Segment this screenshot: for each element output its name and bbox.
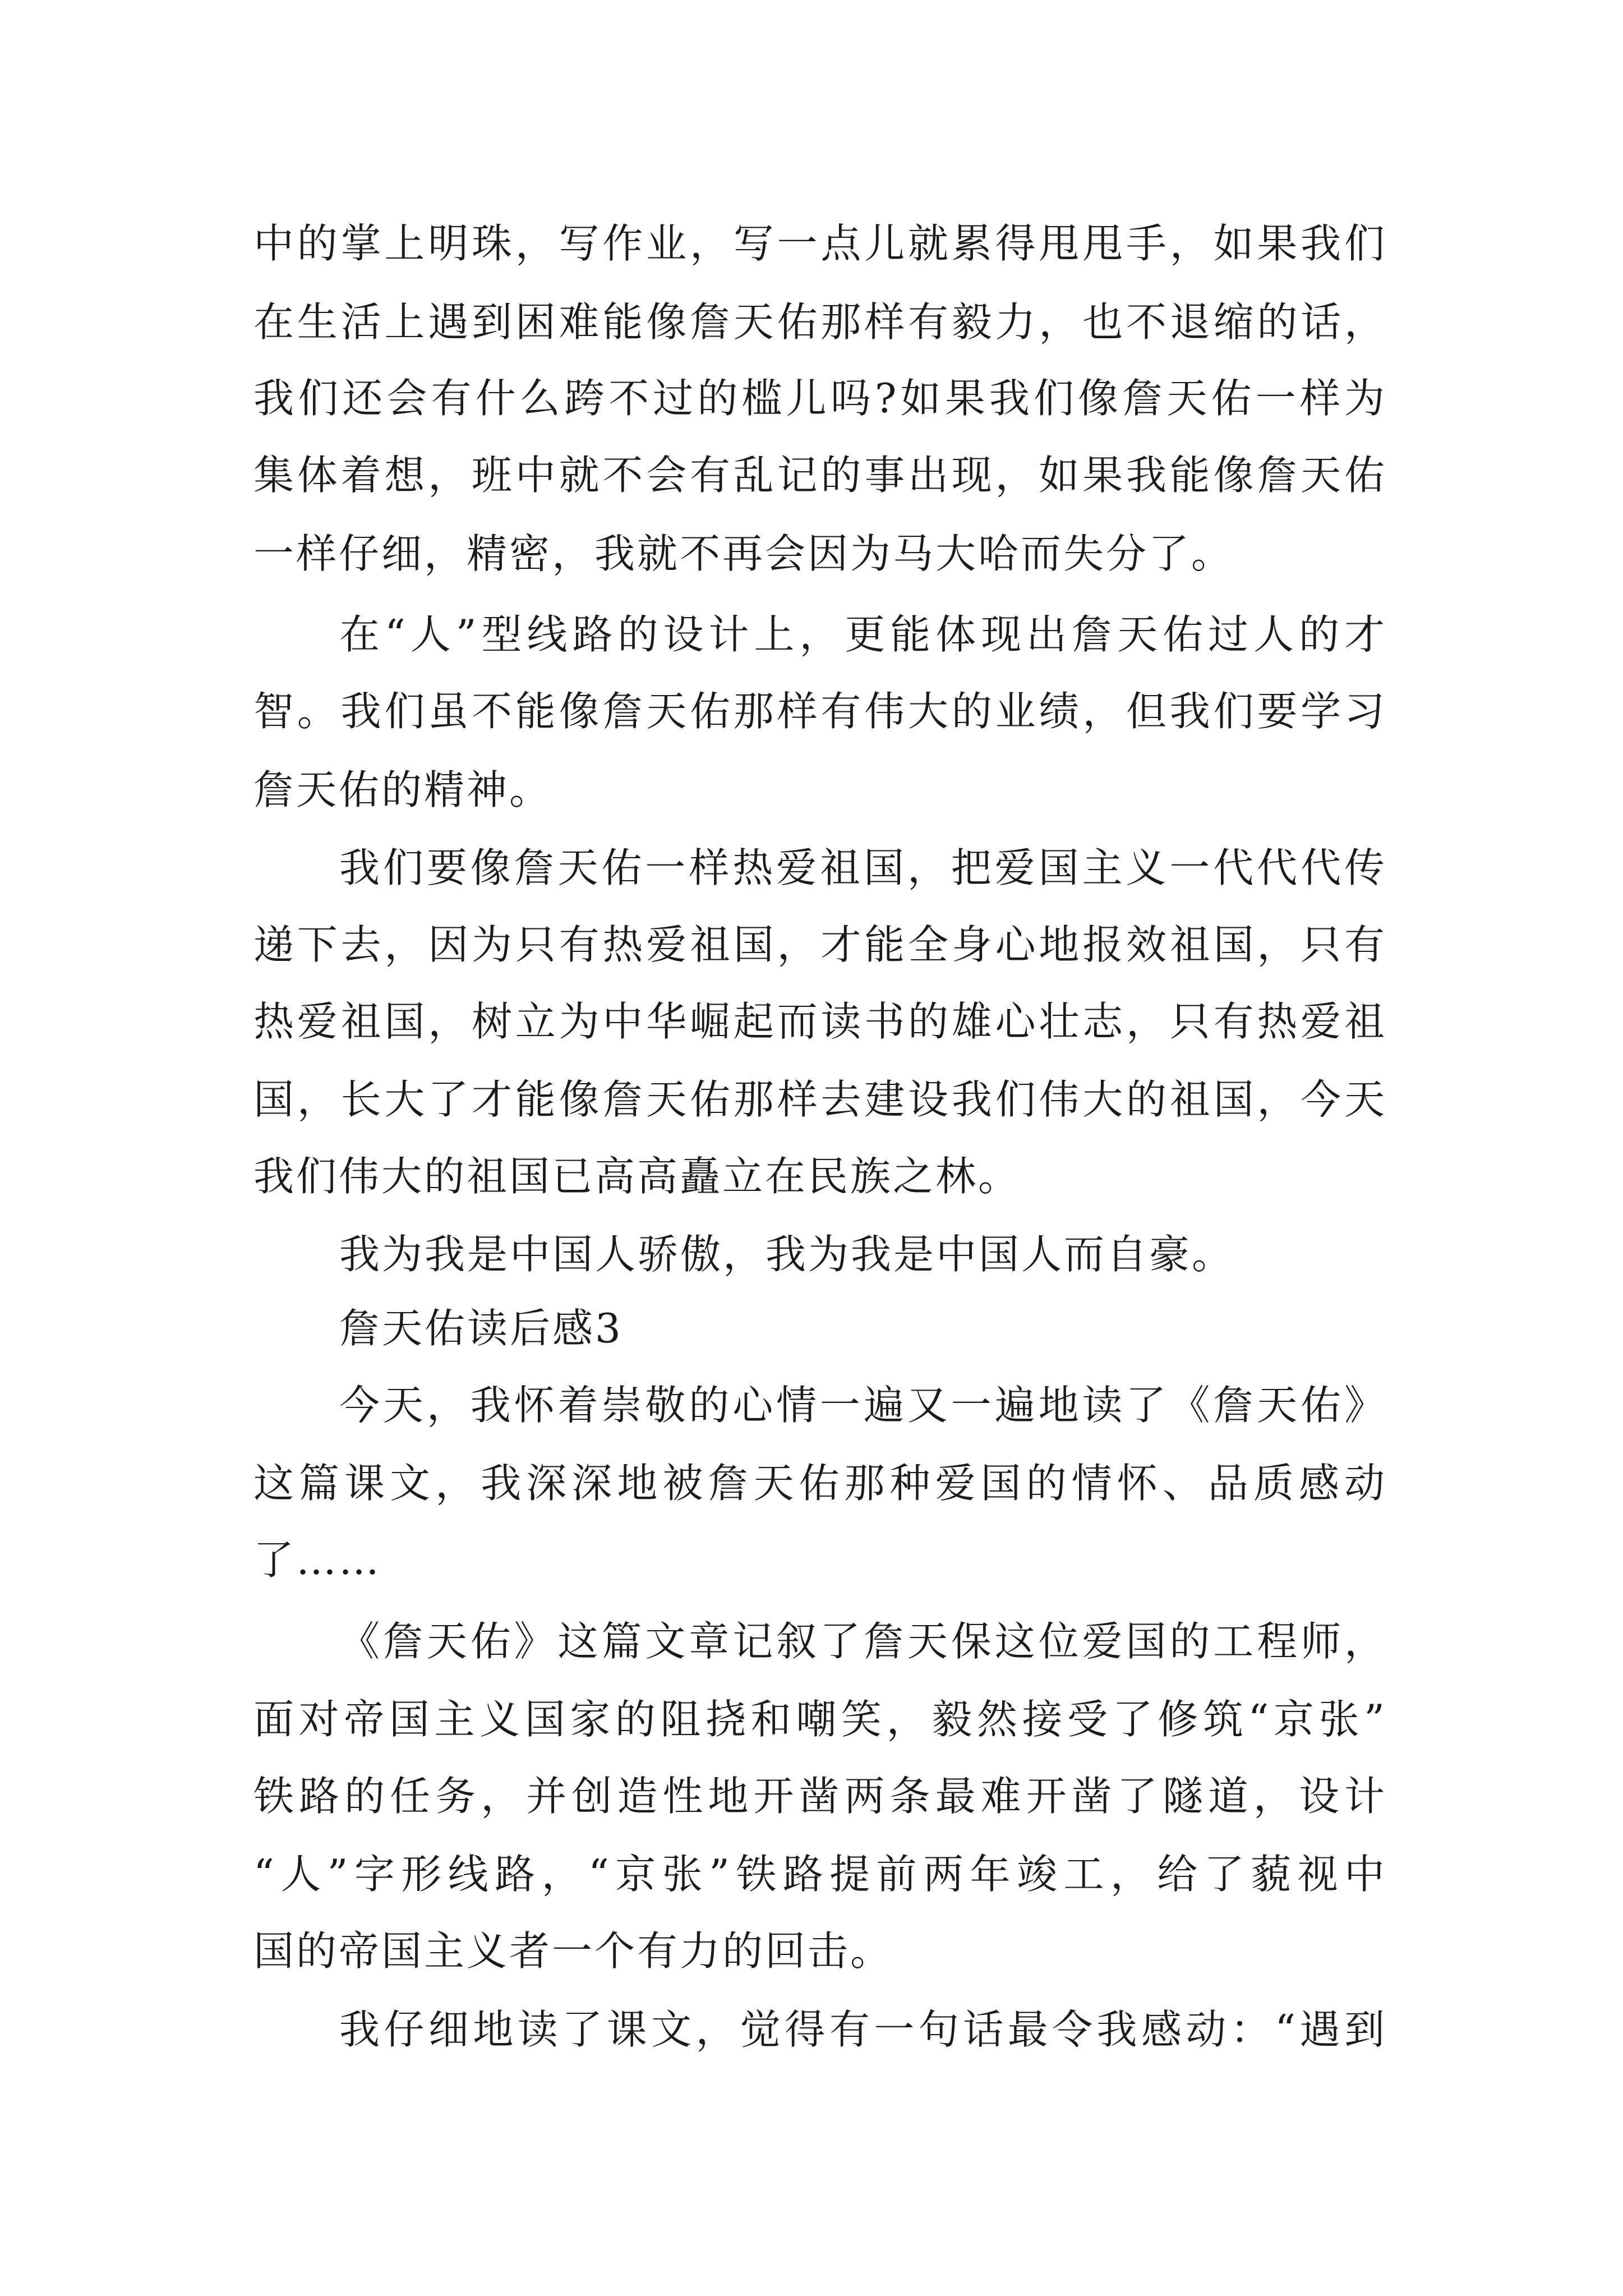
text-line: 集体着想，班中就不会有乱记的事出现，如果我能像詹天佑 xyxy=(253,452,1387,499)
text-line: 了…… xyxy=(253,1536,382,1584)
text-line: 在“人”型线路的设计上，更能体现出詹天佑过人的才 xyxy=(339,611,1387,658)
text-line: “人”字形线路，“京张”铁路提前两年竣工，给了藐视中 xyxy=(253,1851,1387,1898)
text-line: 智。我们虽不能像詹天佑那样有伟大的业绩，但我们要学习 xyxy=(253,688,1387,735)
text-line: 热爱祖国，树立为中华崛起而读书的雄心壮志，只有热爱祖 xyxy=(253,998,1387,1045)
text-line: 在生活上遇到困难能像詹天佑那样有毅力，也不退缩的话， xyxy=(253,298,1387,346)
heading-text: 詹天佑读后感3 xyxy=(339,1305,623,1352)
text-line: 詹天佑的精神。 xyxy=(253,766,552,813)
text-line: 我们伟大的祖国已高高矗立在民族之林。 xyxy=(253,1153,1021,1200)
text-line: 一样仔细，精密，我就不再会因为马大哈而失分了。 xyxy=(253,530,1234,577)
text-line: 《詹天佑》这篇文章记叙了詹天保这位爱国的工程师， xyxy=(339,1618,1387,1665)
text-line: 中的掌上明珠，写作业，写一点儿就累得甩甩手，如果我们 xyxy=(253,220,1387,267)
text-line: 国，长大了才能像詹天佑那样去建设我们伟大的祖国，今天 xyxy=(253,1076,1387,1123)
text-line: 我们要像詹天佑一样热爱祖国，把爱国主义一代代代传 xyxy=(339,844,1387,891)
text-line: 我们还会有什么跨不过的槛儿吗?如果我们像詹天佑一样为 xyxy=(253,375,1387,422)
text-line: 铁路的任务，并创造性地开凿两条最难开凿了隧道，设计 xyxy=(253,1773,1387,1820)
text-line: 我为我是中国人骄傲，我为我是中国人而自豪。 xyxy=(339,1231,1235,1278)
text-line: 我仔细地读了课文，觉得有一句话最令我感动：“遇到 xyxy=(339,2006,1387,2053)
text-line: 今天，我怀着崇敬的心情一遍又一遍地读了《詹天佑》 xyxy=(339,1382,1387,1429)
text-line: 递下去，因为只有热爱祖国，才能全身心地报效祖国，只有 xyxy=(253,921,1387,968)
text-line: 这篇课文，我深深地被詹天佑那种爱国的情怀、品质感动 xyxy=(253,1460,1387,1507)
text-line: 国的帝国主义者一个有力的回击。 xyxy=(253,1927,893,1975)
text-line: 面对帝国主义国家的阻挠和嘲笑，毅然接受了修筑“京张” xyxy=(253,1696,1387,1743)
